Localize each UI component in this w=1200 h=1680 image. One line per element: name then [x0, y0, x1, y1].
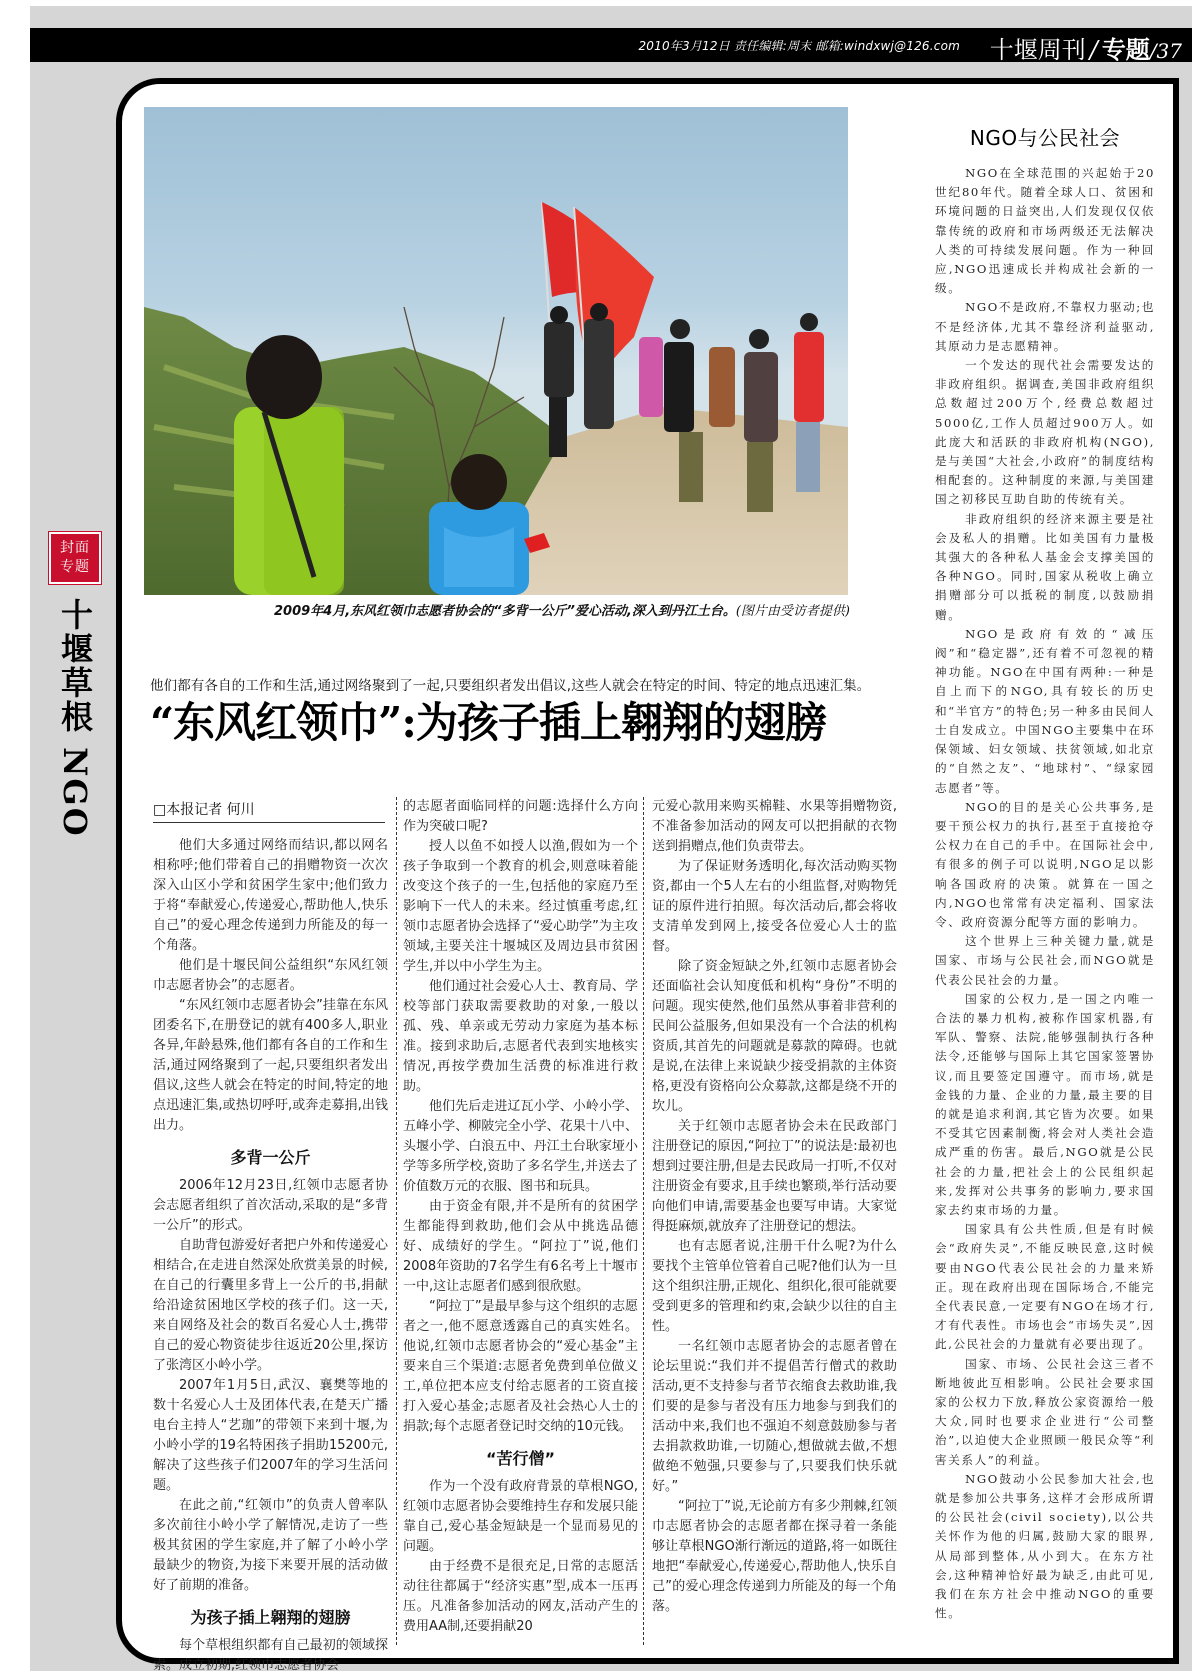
paragraph: 2006年12月23日,红领巾志愿者协会志愿者组织了首次活动,采取的是“多背一公斤”的形式。 — [153, 1178, 388, 1233]
caption-text: 2009年4月,东风红领巾志愿者协会的“多背一公斤”爱心活动,深入到丹江土台。 — [273, 604, 736, 619]
badge-line-2: 专题 — [60, 559, 90, 575]
section-vertical-title: 十堰草根 NGO — [56, 598, 94, 838]
sidebar-paragraph: 国家、市场、公民社会这三者不断地彼此互相影响。公民社会要求国家的公权力下放,释放公家资源给一般大众,同时也要求企业进行“公司整治”,以迫使大企业照顾一般民众等“利害关系人”的利益。 — [935, 1356, 1155, 1467]
paragraph: 为了保证财务透明化,每次活动购买物资,都由一个5人左右的小组监督,对购物凭证的原件进行拍照。每次活动后,都会将收支清单发到网上,接受各位爱心人士的监督。 — [652, 859, 897, 954]
byline: □本报记者 何川 — [153, 800, 385, 823]
paragraph: 的志愿者面临同样的问题:选择什么方向作为突破口呢? — [403, 799, 638, 834]
photo-caption — [150, 600, 850, 619]
paragraph: 关于红领巾志愿者协会未在民政部门注册登记的原因,“阿拉丁”的说法是:最初也想到过要注册,但是去民政局一打听,不仅对注册资金有要求,且手续也繁琐,举行活动要向他们申请,需要基金也要写申请。大家觉得挺麻烦,就放弃了注册登记的想法。 — [652, 1119, 897, 1234]
paragraph: 由于资金有限,并不是所有的贫困学生都能得到救助,他们会从中挑选品德好、成绩好的学生。“阿拉丁”说,他们2008年资助的7名学生有6名考上十堰市一中,这让志愿者们感到很欣慰。 — [403, 1199, 638, 1294]
sidebar-paragraph: NGO不是政府,不靠权力驱动;也不是经济体,尤其不靠经济利益驱动,其原动力是志愿精神。 — [935, 300, 1155, 353]
section-name: 专题 — [1101, 35, 1150, 64]
paragraph: 每个草根组织都有自己最初的领域探索。成立初期,红领巾志愿者协会 — [153, 1638, 388, 1673]
sidebar-paragraph: NGO的目的是关心公共事务,是要干预公权力的执行,甚至于直接抢夺公权力在自己的手中。在国际社会中,有很多的例子可以说明,NGO足以影响各国政府的决策。就算在一国之内,NGO也常常有决定福利、国家法令、政府资源分配等方面的影响力。 — [935, 799, 1155, 929]
paragraph: 他们是十堰民间公益组织“东风红领巾志愿者协会”的志愿者。 — [153, 958, 388, 993]
paragraph: 他们通过社会爱心人士、教育局、学校等部门获取需要救助的对象,一般以孤、残、单亲或无劳动力家庭为基本标准。接到求助后,志愿者代表到实地核实情况,再按学费加生活费的标准进行救助。 — [403, 979, 638, 1094]
subheading: 多背一公斤 — [230, 1148, 311, 1167]
paragraph: 在此之前,“红领巾”的负责人曾率队多次前往小岭小学了解情况,走访了一些极其贫困的学生家庭,并了解了小岭小学最缺少的物资,为接下来要开展的活动做好了前期的准备。 — [153, 1498, 388, 1593]
article-photo — [144, 107, 848, 595]
article-deck: 他们都有各自的工作和生活,通过网络聚到了一起,只要组织者发出倡议,这些人就会在特定的时间、特定的地点迅速汇集。 — [150, 678, 871, 694]
subheading: 为孩子插上翱翔的翅膀 — [190, 1608, 351, 1627]
sidebar-paragraph: 非政府组织的经济来源主要是社会及私人的捐赠。比如美国有力量极其强大的各种私人基金会支撑美国的各种NGO。同时,国家从税收上确立捐赠部分可以抵税的制度,以鼓励捐赠。 — [935, 511, 1155, 622]
article-column-1 — [153, 800, 388, 1676]
paragraph: 也有志愿者说,注册干什么呢?为什么要找个主管单位管着自己呢?他们认为一旦这个组织注册,正规化、组织化,很可能就要受到更多的管理和约束,会缺少以往的自主性。 — [652, 1239, 897, 1334]
paragraph: “阿拉丁”说,无论前方有多少荆棘,红领巾志愿者协会的志愿者都在探寻着一条能够让草根NGO渐行渐远的道路,将一如既往地把“奉献爱心,传递爱心,帮助他人,快乐自己”的爱心理念传递到力所能及的每一个角落。 — [652, 1499, 897, 1614]
column-divider — [643, 797, 644, 1645]
page-header — [30, 28, 1192, 62]
paragraph: 由于经费不是很充足,日常的志愿活动往往都属于“经济实惠”型,成本一压再压。凡准备参加活动的网友,活动产生的费用AA制,还要捐献20 — [403, 1559, 638, 1634]
paragraph: 授人以鱼不如授人以渔,假如为一个孩子争取到一个教育的机会,则意味着能改变这个孩子的一生,包括他的家庭乃至影响下一代人的未来。经过慎重考虑,红领巾志愿者协会选择了“爱心助学”为主攻领域,主要关注十堰城区及周边县市贫困学生,并以中小学生为主。 — [403, 839, 638, 974]
photo-credit: (图片由受访者提供) — [735, 604, 850, 619]
sidebar-title: NGO与公民社会 — [969, 126, 1121, 150]
sidebar-paragraph: NGO是政府有效的“减压阀”和“稳定器”,还有着不可忽视的精神功能。NGO在中国有两种:一种是自上而下的NGO,具有较长的历史和“半官方”的特色;另一种多由民间人士自发成立。中国NGO主要集中在环保领域、妇女领域、扶贫领域,如北京的“自然之友”、“地球村”、“绿家园志愿者”等。 — [935, 626, 1155, 795]
publication-name: 十堰周刊 — [989, 36, 1086, 64]
article-headline: “东风红领巾”:为孩子插上翱翔的翅膀 — [150, 698, 826, 747]
sidebar-paragraph: 这个世界上三种关键力量,就是国家、市场与公民社会,而NGO就是代表公民社会的力量。 — [935, 934, 1155, 987]
sidebar-paragraph: 国家的公权力,是一国之内唯一合法的暴力机构,被称作国家机器,有军队、警察、法院,能够强制执行各种法令,还能够与国际上其它国家签署协议,而且要签定国遵守。而市场,就是金钱的力量、企业的力量,最主要的目的就是追求利润,其它皆为次要。如果不受其它因素制衡,将会对人类社会造成严重的伤害。最后,NGO就是公民社会的力量,把社会上的公民组织起来,发挥对公共事务的影响力,要求国家去约束市场的力量。 — [935, 991, 1155, 1217]
page-number: /37 — [1149, 39, 1182, 63]
paragraph: “阿拉丁”是最早参与这个组织的志愿者之一,他不愿意透露自己的真实姓名。他说,红领巾志愿者协会的“爱心基金”主要来自三个渠道:志愿者免费到单位做义工,单位把本应支付给志愿者的工资直接打入爱心基金;志愿者及社会热心人士的捐款;每个志愿者登记时交纳的10元钱。 — [403, 1299, 638, 1434]
photo-illustration — [144, 107, 848, 595]
sidebar-ngo-civil-society — [935, 122, 1155, 1623]
paragraph: 他们大多通过网络而结识,都以网名相称呼;他们带着自己的捐赠物资一次次深入山区小学和贫困学生家中;他们致力于将“奉献爱心,传递爱心,帮助他人,快乐自己”的爱心理念传递到力所能及的每一个角落。 — [153, 838, 388, 953]
paragraph: 作为一个没有政府背景的草根NGO,红领巾志愿者协会要维持生存和发展只能靠自己,爱心基金短缺是一个显而易见的问题。 — [403, 1479, 638, 1554]
paragraph: “东风红领巾志愿者协会”挂靠在东风团委名下,在册登记的就有400多人,职业各异,年龄悬殊,他们都有各自的工作和生活,通过网络聚到了一起,只要组织者发出倡议,这些人就会在特定的时间,特定的地点迅速汇集,或热切呼吁,或奔走募捐,出钱出力。 — [153, 998, 388, 1133]
sidebar-paragraph: 一个发达的现代社会需要发达的非政府组织。据调查,美国非政府组织总数超过200万个,经费总数超过5000亿,工作人员超过900万人。如此庞大和活跃的非政府机构(NGO),是与美国“大社会,小政府”的制度结构相配套的。这种制度的来源,与美国建国之初移民互助自助的传统有关。 — [935, 358, 1155, 507]
sidebar-paragraph: NGO在全球范围的兴起始于20世纪80年代。随着全球人口、贫困和环境问题的日益突出,人们发现仅仅依靠传统的政府和市场两级还无法解决人类的可持续发展问题。作为一种回应,NGO迅速成长并构成社会新的一级。 — [935, 166, 1155, 296]
paragraph: 除了资金短缺之外,红领巾志愿者协会还面临社会认知度低和机构“身份”不明的问题。现实使然,他们虽然从事着非营利的民间公益服务,但如果没有一个合法的机构资质,其首先的问题就是募款的障碍。也就是说,在法律上来说缺少接受捐款的主体资格,更没有资格向公众募款,这都是绕不开的坎儿。 — [652, 959, 897, 1114]
sidebar-paragraph: NGO鼓动小公民参加大社会,也就是参加公共事务,这样才会形成所谓的公民社会(civil society),以公共关怀作为他的归属,鼓励大家的眼界,从局部到整体,从小到大。在东方社会,这种精神恰好最为缺乏,由此可见,我们在东方社会中推动NGO的重要性。 — [935, 1471, 1155, 1621]
column-divider — [396, 797, 397, 1645]
paragraph: 一名红领巾志愿者协会的志愿者曾在论坛里说:“我们并不提倡苦行僧式的救助活动,更不支持参与者节衣缩食去救助谁,我们要的是参与者没有压力地参与到我们的活动中来,我们也不强迫不刻意鼓励参与者去捐款救助谁,一切随心,想做就去做,不想做绝不勉强,只要参与了,只要我们快乐就好。” — [652, 1339, 897, 1494]
article-column-3 — [652, 797, 897, 1617]
article-column-2 — [403, 797, 638, 1637]
paragraph: 自助背包游爱好者把户外和传递爱心相结合,在走进自然深处欣赏美景的时候,在自己的行囊里多背上一公斤的书,捐献给沿途贫困地区学校的孩子们。这一天,来自网络及社会的数百名爱心人士,携带自己的爱心物资徒步往返近20公里,探访了张湾区小岭小学。 — [153, 1238, 388, 1373]
paragraph: 2007年1月5日,武汉、襄樊等地的数十名爱心人士及团体代表,在楚天广播电台主持人“艺珈”的带领下来到十堰,为小岭小学的19名特困孩子捐助15200元,解决了这些孩子们2007年的学习生活问题。 — [153, 1378, 388, 1493]
sidebar-paragraph: 国家具有公共性质,但是有时候会“政府失灵”,不能反映民意,这时候要由NGO代表公民社会的力量来矫正。现在政府出现在国际场合,不能完全代表民意,一定要有NGO在场才行,才有代表性。市场也会“市场失灵”,因此,公民社会的力量就有必要出现了。 — [935, 1222, 1155, 1352]
subheading: “苦行僧” — [485, 1449, 556, 1468]
paragraph: 他们先后走进辽瓦小学、小岭小学、五峰小学、柳陂完全小学、花果十八中、头堰小学、白浪五中、丹江土台耿家垭小学等多所学校,资助了多名学生,并送去了价值数万元的衣服、图书和玩具。 — [403, 1099, 638, 1194]
paragraph: 元爱心款用来购买棉鞋、水果等捐赠物资,不准备参加活动的网友可以把捐献的衣物送到捐赠点,他们负责带去。 — [652, 799, 897, 854]
cover-topic-badge — [49, 532, 101, 584]
issue-meta: 2010年3月12日 责任编辑:周末 邮箱:windxwj@126.com — [638, 39, 960, 53]
badge-line-1: 封面 — [60, 540, 90, 556]
publication-masthead: 十堰周刊 / 专题/37 — [989, 35, 1182, 64]
